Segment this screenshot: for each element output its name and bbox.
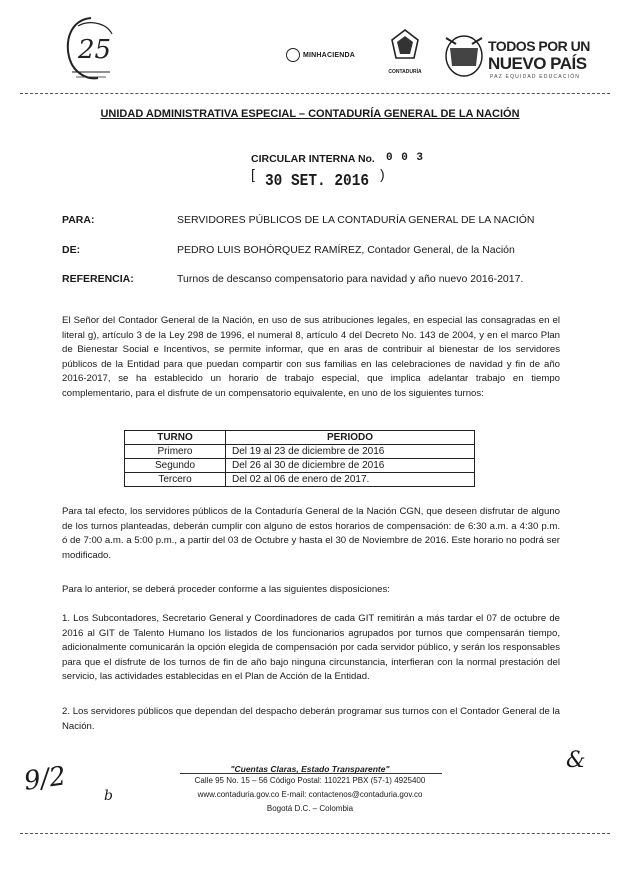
circular-label: CIRCULAR INTERNA No. xyxy=(251,153,375,165)
minhacienda-logo xyxy=(286,44,366,66)
date-stamp: 30 SET. 2016 xyxy=(265,172,370,191)
table-row xyxy=(125,459,475,473)
periodo-header: PERIODO xyxy=(226,431,475,445)
item-2-paragraph: 2. Los servidores públicos que dependan del despacho deberán programar sus turnos con el Contador General de la Nación. xyxy=(62,706,560,732)
periodo-cell: Del 26 al 30 de diciembre de 2016 xyxy=(226,459,475,473)
anniversary-logo xyxy=(58,14,124,86)
footer-web: www.contaduria.gov.co E-mail: contactenos@contaduria.gov.co xyxy=(197,790,423,799)
footer-divider xyxy=(180,773,442,774)
footer-city: Bogotá D.C. – Colombia xyxy=(266,804,354,813)
handwritten-initials: 9/2 xyxy=(22,761,68,797)
contaduria-label: CONTADURÍA xyxy=(388,69,422,75)
circular-number: 0 0 3 xyxy=(386,152,425,164)
footer-address: Calle 95 No. 15 – 56 Código Postal: 110221 PBX (57-1) 4925400 xyxy=(194,776,426,785)
todos-line-3: PAZ EQUIDAD EDUCACIÓN xyxy=(490,74,581,80)
letterhead xyxy=(0,0,620,95)
stamp-bracket-right: ) xyxy=(380,166,385,182)
para-value: SERVIDORES PÚBLICOS DE LA CONTADURÍA GENERAL DE LA NACIÓN xyxy=(177,214,535,226)
intro-paragraph: El Señor del Contador General de la Nación, en uso de sus atribuciones legales, en especial las consagradas en el literal g), artículo 3 de la Ley 298 de 1996, el numeral 8, artículo 4 del Decreto No. 143 de 2004, y en el marco Plan de Bienestar Social e Incentivos, se permite informar, que en aras de contribuir al bienestar de los servidores públicos de la Entidad para que puedan compartir con sus familias en las celebraciones de navidad y fin de año 2016-2017, se ha establecido un horario de trabajo especial, que implica adelantar trabajo en tiempo complementario, para el disfrute de un compensatorio equivalente, en uno de los siguientes turnos: xyxy=(62,315,560,399)
colombia-coat-of-arms-icon xyxy=(442,30,486,80)
todos-line-1: TODOS POR UN xyxy=(488,38,590,54)
para-key: PARA: xyxy=(62,214,95,226)
table-row xyxy=(125,473,475,487)
referencia-value: Turnos de descanso compensatorio para navidad y año nuevo 2016-2017. xyxy=(177,273,524,285)
periodo-cell: Del 02 al 06 de enero de 2017. xyxy=(226,473,475,487)
todos-por-un-nuevo-pais-logo xyxy=(442,24,592,84)
turns-table-header xyxy=(125,431,475,445)
table-row xyxy=(125,445,475,459)
header-divider xyxy=(20,93,610,94)
handwritten-mark: b xyxy=(104,788,113,804)
turno-cell: Tercero xyxy=(125,473,226,487)
footer-dashed-line xyxy=(20,833,610,834)
contaduria-emblem-icon xyxy=(388,28,422,62)
turno-cell: Primero xyxy=(125,445,226,459)
de-value: PEDRO LUIS BOHÓRQUEZ RAMÍREZ, Contador General, de la Nación xyxy=(177,244,515,256)
referencia-key: REFERENCIA: xyxy=(62,273,134,285)
contaduria-logo xyxy=(380,28,430,78)
stamp-bracket-left: [ xyxy=(251,166,255,182)
item-1-paragraph: 1. Los Subcontadores, Secretario General y Coordinadores de cada GIT remitirán a más tardar el 07 de octubre de 2016 al GIT de Talento Humano los listados de los funcionarios agrupados por turnos que compensarán tiempo, adicionalmente comunicarán la opción elegida de compensación por cada servidor público, y serán los responsables para que el disfrute de los turnos de fin de año bajo ninguna circunstancia, interfieran con la normal prestación del servicio, las actividades establecidas en el Plan de Acción de la Entidad. xyxy=(62,613,560,683)
footer-slogan: "Cuentas Claras, Estado Transparente" xyxy=(230,764,390,774)
entity-title: UNIDAD ADMINISTRATIVA ESPECIAL – CONTADURÍA GENERAL DE LA NACIÓN xyxy=(100,108,520,120)
todos-line-2: NUEVO PAÍS xyxy=(488,54,587,73)
proceed-paragraph: Para lo anterior, se deberá proceder conforme a las siguientes disposiciones: xyxy=(62,584,390,595)
turno-cell: Segundo xyxy=(125,459,226,473)
de-key: DE: xyxy=(62,244,81,256)
logo-left-number: 25 xyxy=(78,35,112,65)
periodo-cell: Del 19 al 23 de diciembre de 2016 xyxy=(226,445,475,459)
handwritten-mark-right: & xyxy=(566,748,586,773)
minhacienda-label: MINHACIENDA xyxy=(303,51,355,59)
turno-header: TURNO xyxy=(125,431,226,445)
minhacienda-emblem-icon xyxy=(286,48,300,62)
turns-table xyxy=(124,430,475,487)
effect-paragraph: Para tal efecto, los servidores públicos de la Contaduría General de la Nación CGN, que deseen disfrutar de alguno de los turnos planteadas, deberán cumplir con alguno de estos horarios de compensación: de 6:30 a.m. a 4:30 p.m. ó de 7:00 a.m. a 5:00 p.m., a partir del 03 de Octubre y hasta el 30 de Noviembre de 2016. Este horario no podrá ser modificado. xyxy=(62,506,560,561)
